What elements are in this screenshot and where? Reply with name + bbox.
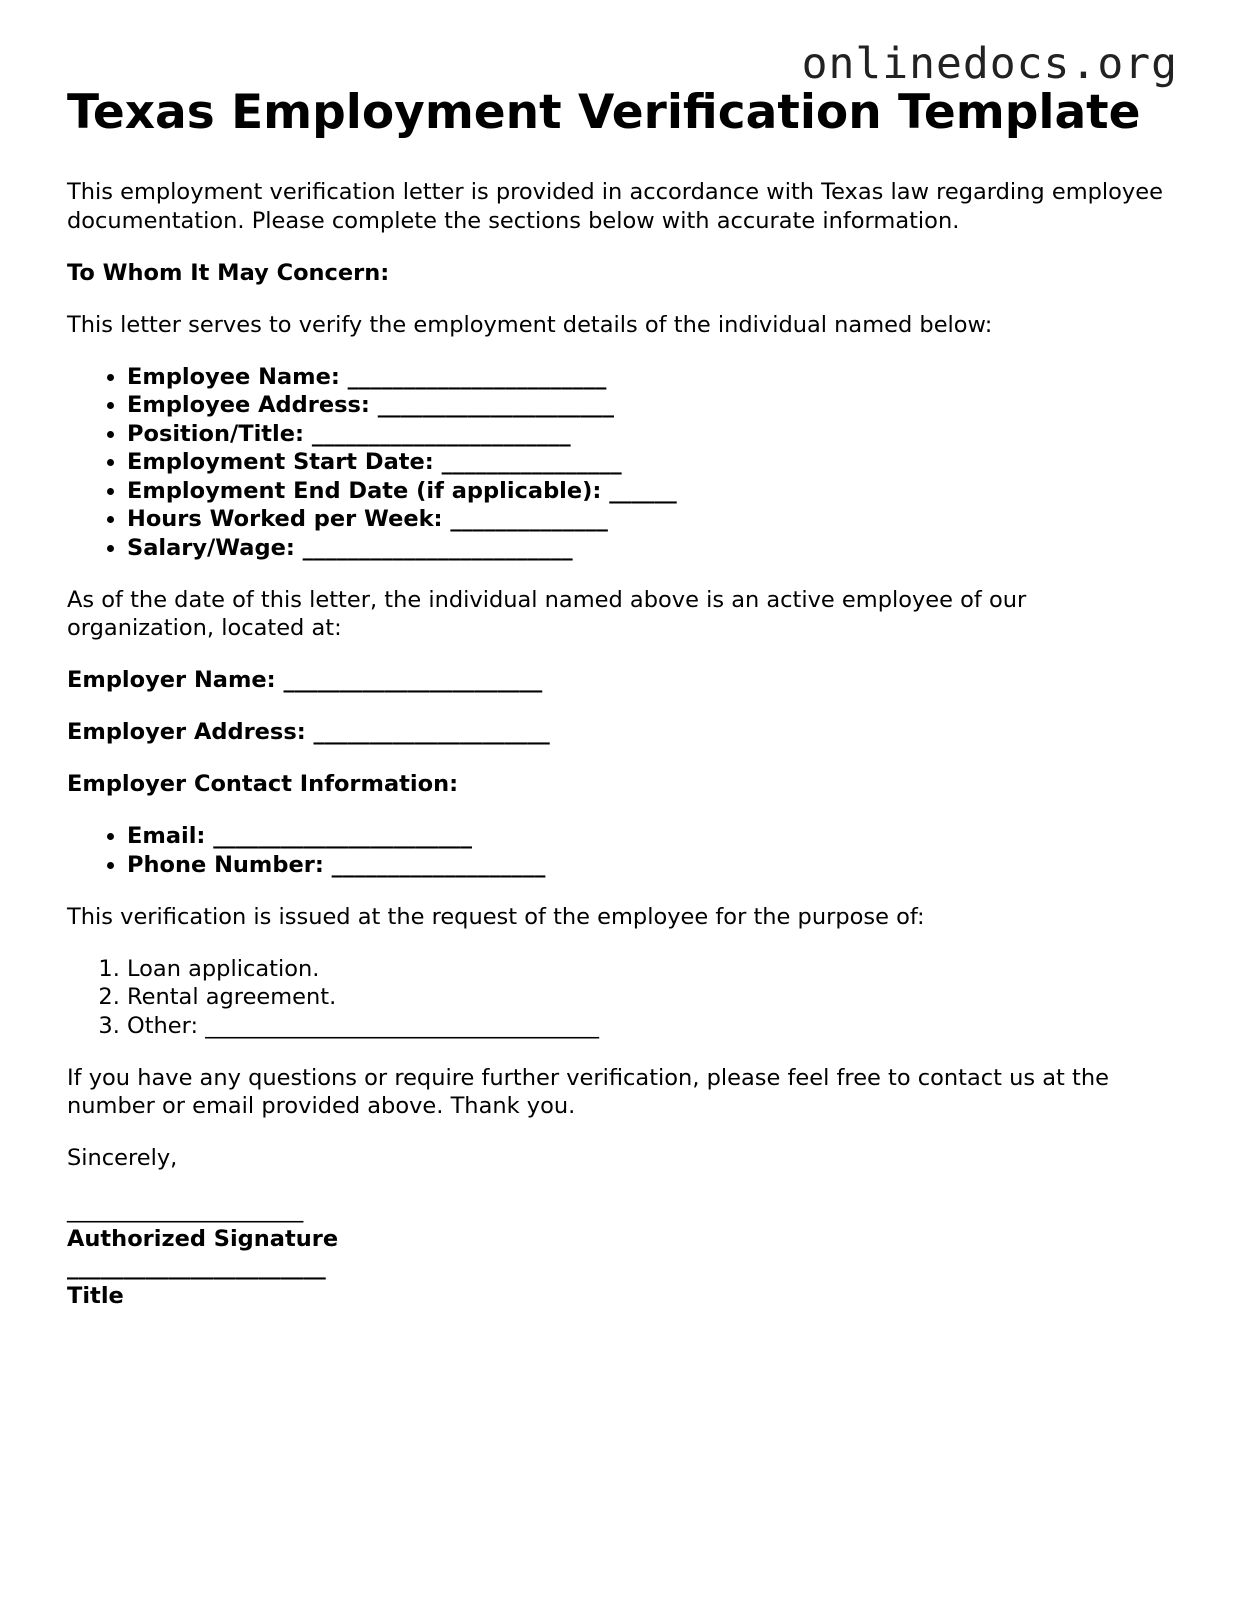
start-date-field: • Employment Start Date: ________________ <box>127 448 1177 477</box>
purpose-list <box>67 955 1177 1041</box>
contact-list <box>67 822 1177 879</box>
closing-statement: If you have any questions or require further verification, please feel free to contact us at the number or email provided above. Thank you. <box>67 1064 1109 1119</box>
signature-line: _____________________ <box>67 1197 304 1223</box>
end-date-field: • Employment End Date (if applicable): ______ <box>127 477 1177 506</box>
page-title: Texas Employment Verification Template <box>67 85 1141 140</box>
salutation: To Whom It May Concern: <box>67 259 390 286</box>
salary-wage-field: • Salary/Wage: ________________________ <box>127 534 1177 563</box>
document-body <box>67 84 1177 1310</box>
purpose-statement: This verification is issued at the request of the employee for the purpose of: <box>67 903 925 930</box>
phone-number-field: • Phone Number: ___________________ <box>127 851 1177 880</box>
watermark-text: onlinedocs.org <box>801 39 1178 89</box>
employee-details-list <box>67 363 1177 563</box>
active-statement: As of the date of this letter, the individual named above is an active employee of our organization, located at: <box>67 586 1027 641</box>
employee-name-field: • Employee Name: _______________________ <box>127 363 1177 392</box>
signoff: Sincerely, <box>67 1145 178 1171</box>
employer-name-field: Employer Name: _______________________ <box>67 667 543 693</box>
position-title-field: • Position/Title: _______________________ <box>127 420 1177 449</box>
intro-paragraph: This employment verification letter is provided in accordance with Texas law regarding employee documentation. Please complete the sections below with accurate information. <box>67 179 1163 234</box>
title-line: _______________________ <box>67 1254 326 1280</box>
purpose-item: 3. Other: ___________________________________ <box>127 1012 1177 1041</box>
employer-contact-heading: Employer Contact Information: <box>67 771 459 797</box>
hours-per-week-field: • Hours Worked per Week: ______________ <box>127 505 1177 534</box>
purpose-item: 2. Rental agreement. <box>127 983 1177 1012</box>
employer-address-field: Employer Address: _____________________ <box>67 719 550 745</box>
verify-statement: This letter serves to verify the employment details of the individual named below: <box>67 311 993 338</box>
employee-address-field: • Employee Address: _____________________ <box>127 391 1177 420</box>
signature-label: Authorized Signature <box>67 1225 339 1252</box>
email-field: • Email: _______________________ <box>127 822 1177 851</box>
title-label: Title <box>67 1282 124 1309</box>
purpose-item: 1. Loan application. <box>127 955 1177 984</box>
